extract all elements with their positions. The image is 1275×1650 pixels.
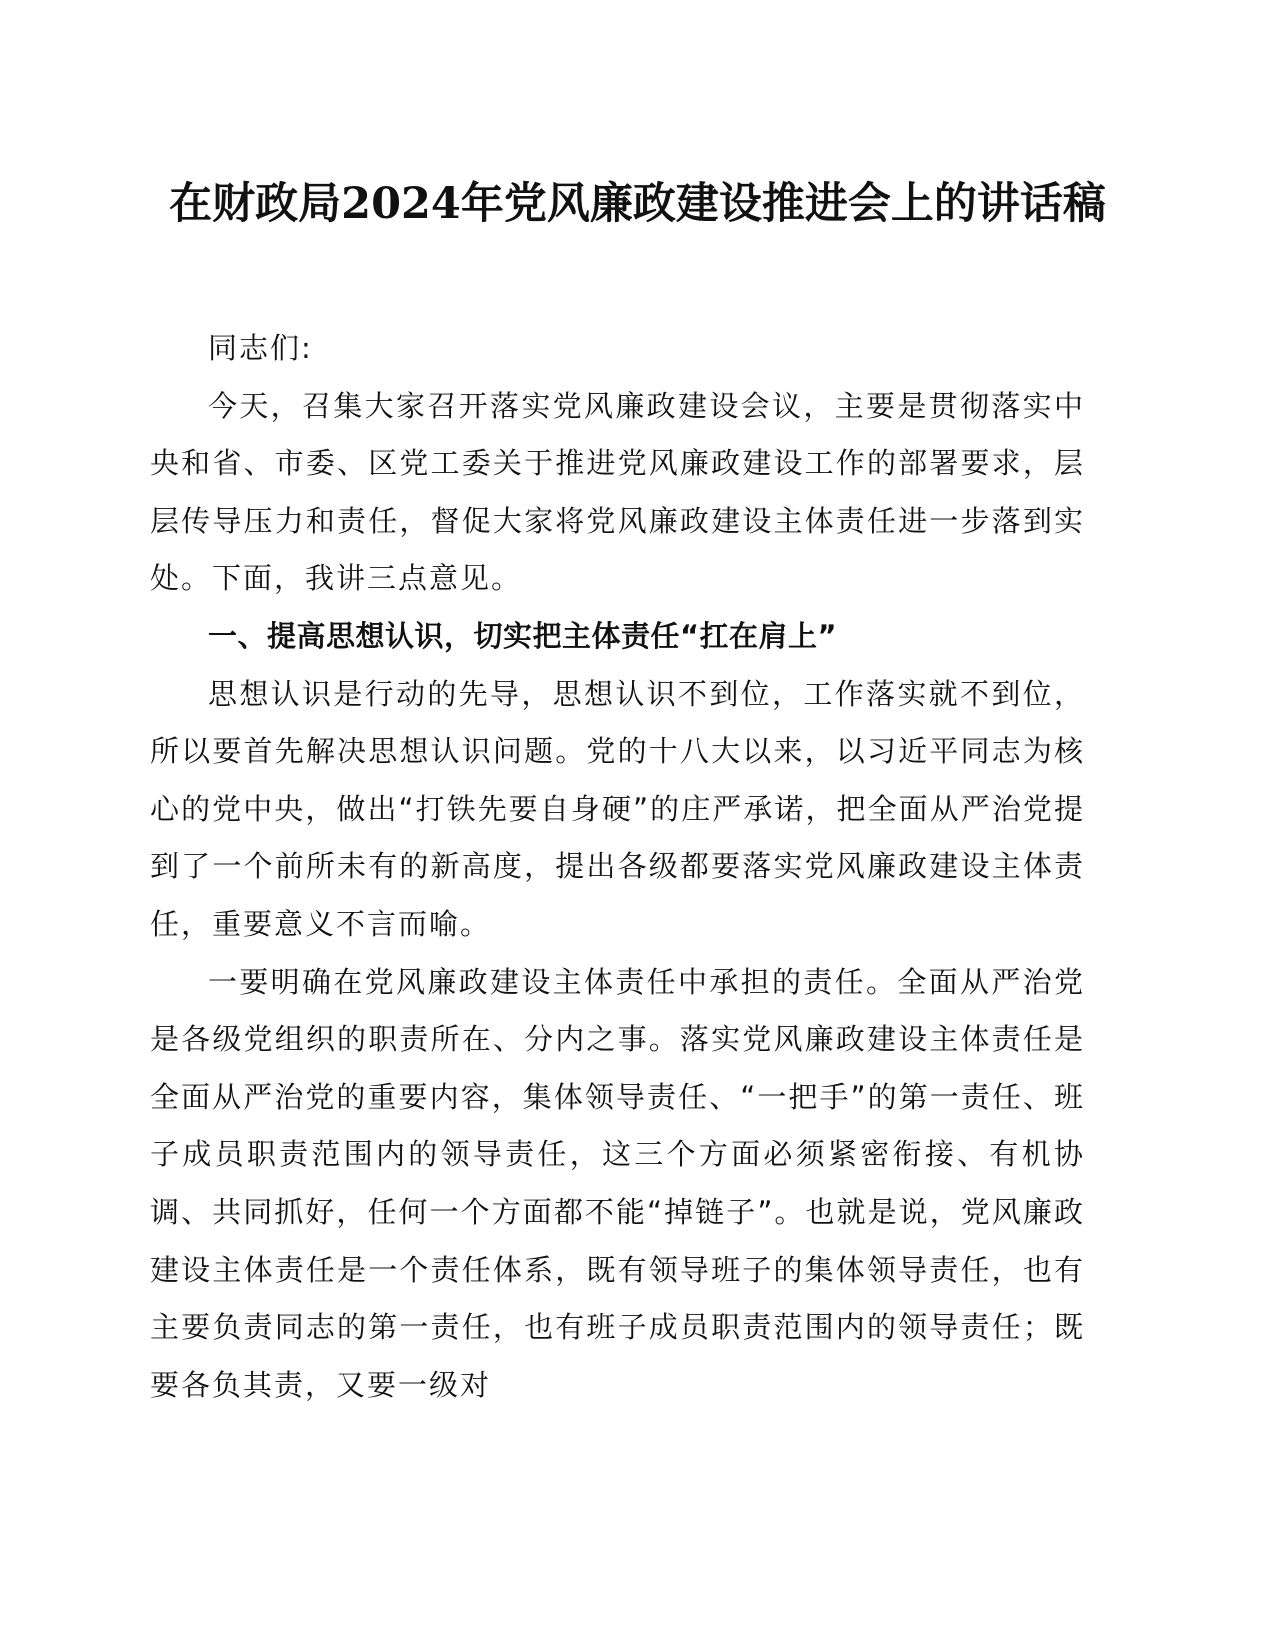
body-paragraph: 思想认识是行动的先导，思想认识不到位，工作落实就不到位，所以要首先解决思想认识问题。党的十八大以来，以习近平同志为核心的党中央，做出“打铁先要自身硬”的庄严承诺，把全面从严治党提到了一个前所未有的新高度，提出各级都要落实党风廉政建设主体责任，重要意义不言而喻。 (150, 676, 1085, 941)
section-heading: 一、提高思想认识，切实把主体责任“扛在肩上” (208, 618, 838, 653)
document-title: 在财政局2024年党风廉政建设推进会上的讲话稿 (169, 179, 1106, 229)
body-paragraph: 一要明确在党风廉政建设主体责任中承担的责任。全面从严治党是各级党组织的职责所在、分内之事。落实党风廉政建设主体责任是全面从严治党的重要内容，集体领导责任、“一把手”的第一责任、班子成员职责范围内的领导责任，这三个方面必须紧密衔接、有机协调、共同抓好，任何一个方面都不能“掉链子”。也就是说，党风廉政建设主体责任是一个责任体系，既有领导班子的集体领导责任，也有主要负责同志的第一责任，也有班子成员职责范围内的领导责任；既要各负其责，又要一级对 (150, 964, 1085, 1402)
document-body (150, 320, 1085, 1414)
intro-paragraph: 今天，召集大家召开落实党风廉政建设会议，主要是贯彻落实中央和省、市委、区党工委关于推进党风廉政建设工作的部署要求，层层传导压力和责任，督促大家将党风廉政建设主体责任进一步落到实处。下面，我讲三点意见。 (150, 388, 1085, 596)
salutation: 同志们: (208, 331, 313, 365)
